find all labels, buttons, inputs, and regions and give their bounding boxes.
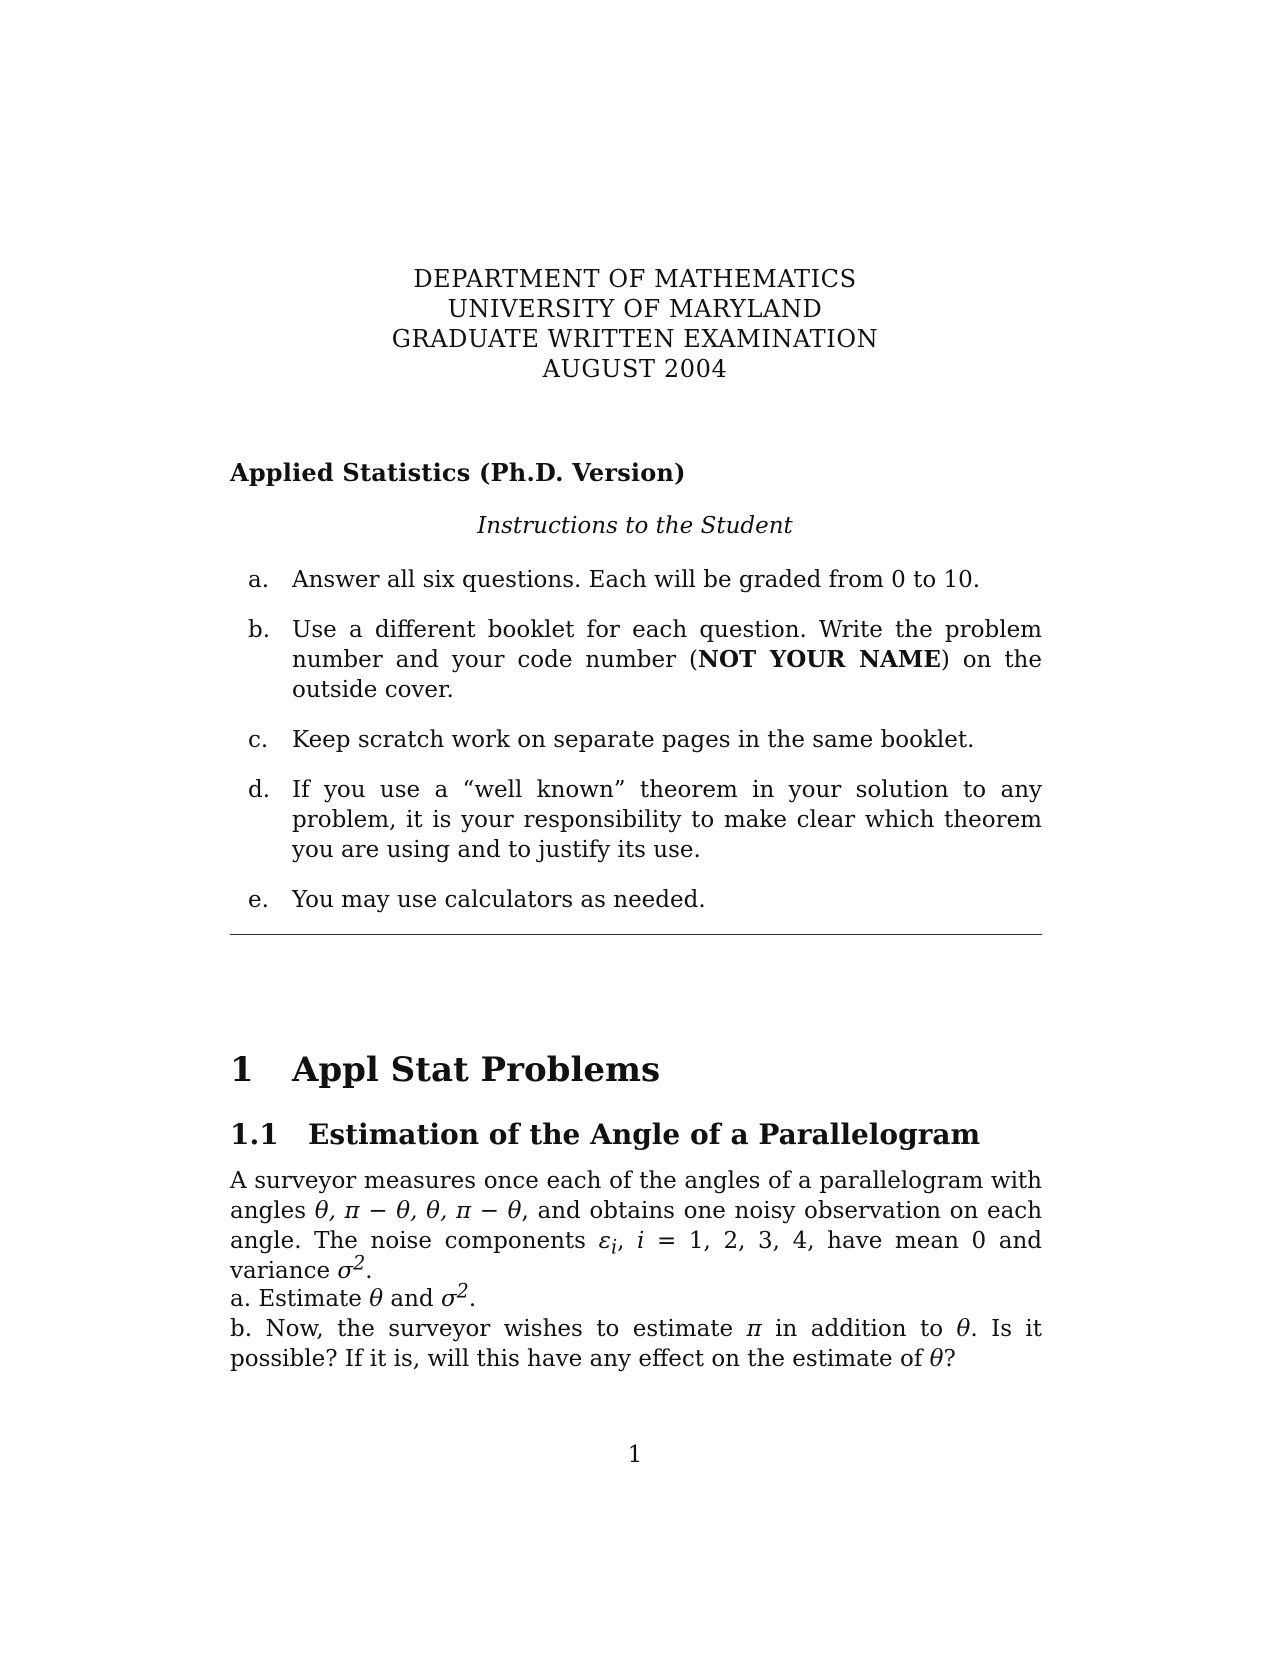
not-your-name-emphasis: NOT YOUR NAME xyxy=(698,646,941,673)
epsilon-letter: ε xyxy=(598,1228,611,1254)
subsection-number: 1.1 xyxy=(230,1118,279,1151)
instruction-text: You may use calculators as needed. xyxy=(292,887,706,913)
question-b xyxy=(230,1314,1042,1374)
instruction-letter: a. xyxy=(248,567,270,593)
angles-expression: θ, π − θ, θ, π − θ xyxy=(314,1198,522,1224)
index-symbol: i xyxy=(637,1228,645,1254)
question-a-and: and xyxy=(390,1286,434,1312)
question-a xyxy=(230,1279,1042,1314)
sigma-symbol xyxy=(337,1251,366,1284)
sigma-superscript: 2 xyxy=(456,1279,469,1303)
instruction-item-b xyxy=(248,615,1042,705)
instruction-letter: c. xyxy=(248,727,269,753)
problem-intro-end: . xyxy=(365,1258,373,1284)
sigma-letter: σ xyxy=(440,1286,457,1312)
instruction-item-e xyxy=(248,885,1042,915)
problem-intro-3: , have mean 0 and variance xyxy=(230,1228,1043,1284)
problem-statement: A surveyor measures once each of the angles of a parallelogram with angles θ, π − θ, θ, π − θ, and obtains one noisy observation on each angle. The noise components $\varepsilon_i$, i = 1, 2, 3, 4, have mean 0 and variance $\sigma^2$. xyxy=(230,1168,1043,1284)
instruction-text: Keep scratch work on separate pages in the same booklet. xyxy=(292,727,975,753)
instruction-text: Answer all six questions. Each will be graded from 0 to 10. xyxy=(292,567,981,593)
exam-type-line: GRADUATE WRITTEN EXAMINATION xyxy=(391,325,879,353)
question-b-part-1: b. Now, the surveyor wishes to estimate xyxy=(230,1316,734,1342)
index-values: = 1, 2, 3, 4 xyxy=(644,1228,808,1254)
sigma-letter: σ xyxy=(337,1258,354,1284)
exam-header xyxy=(0,264,1270,384)
department-line: DEPARTMENT OF MATHEMATICS xyxy=(413,265,857,293)
question-b-end: ? xyxy=(943,1346,956,1372)
instruction-item-c xyxy=(248,725,1042,755)
sigma-symbol xyxy=(440,1279,469,1312)
instruction-text-start: Use a different booklet for each question. Write the problem number and your code number ( xyxy=(292,617,1042,673)
instruction-text-end: ) on the outside cover. xyxy=(292,647,1042,703)
section-title: Appl Stat Problems xyxy=(292,1050,661,1090)
page-number: 1 xyxy=(627,1442,643,1468)
epsilon-subscript: i xyxy=(610,1235,618,1259)
question-a-prefix: a. Estimate xyxy=(230,1286,362,1312)
instruction-item-d xyxy=(248,775,1042,865)
section-heading xyxy=(230,1050,660,1090)
instruction-text xyxy=(292,615,1042,705)
instruction-letter: b. xyxy=(248,617,271,643)
exam-date-line: AUGUST 2004 xyxy=(542,355,728,383)
university-line: UNIVERSITY OF MARYLAND xyxy=(447,295,823,323)
horizontal-rule xyxy=(230,934,1042,935)
theta-symbol: θ xyxy=(956,1316,971,1342)
problem-intro-2: , and obtains one noisy observation on each angle. The noise components xyxy=(230,1198,1043,1254)
section-number: 1 xyxy=(230,1050,254,1090)
instructions-list xyxy=(248,565,1042,935)
questions xyxy=(230,1279,1043,1374)
theta-symbol: θ xyxy=(369,1286,384,1312)
instructions-title: Instructions to the Student xyxy=(477,513,793,539)
epsilon-symbol xyxy=(598,1228,618,1259)
question-b-part-3: . Is it possible? If it is, will this have any effect on the estimate of xyxy=(230,1316,1043,1372)
question-a-end: . xyxy=(468,1286,477,1312)
instruction-item-a xyxy=(248,565,1042,595)
question-b-part-2: in addition to xyxy=(775,1316,944,1342)
theta-symbol: θ xyxy=(929,1346,944,1372)
problem-intro-1: A surveyor measures once each of the angles of a parallelogram with angles xyxy=(230,1168,1042,1224)
pi-symbol: π xyxy=(746,1316,762,1342)
instruction-text: If you use a “well known” theorem in your solution to any problem, it is your responsibility to make clear which theorem you are using and to justify its use. xyxy=(292,777,1042,863)
sigma-superscript: 2 xyxy=(353,1251,366,1275)
exam-title: Applied Statistics (Ph.D. Version) xyxy=(230,458,686,487)
subsection-heading xyxy=(230,1118,980,1151)
instruction-letter: d. xyxy=(248,777,271,803)
subsection-title: Estimation of the Angle of a Parallelogram xyxy=(308,1118,981,1151)
instruction-letter: e. xyxy=(248,887,269,913)
